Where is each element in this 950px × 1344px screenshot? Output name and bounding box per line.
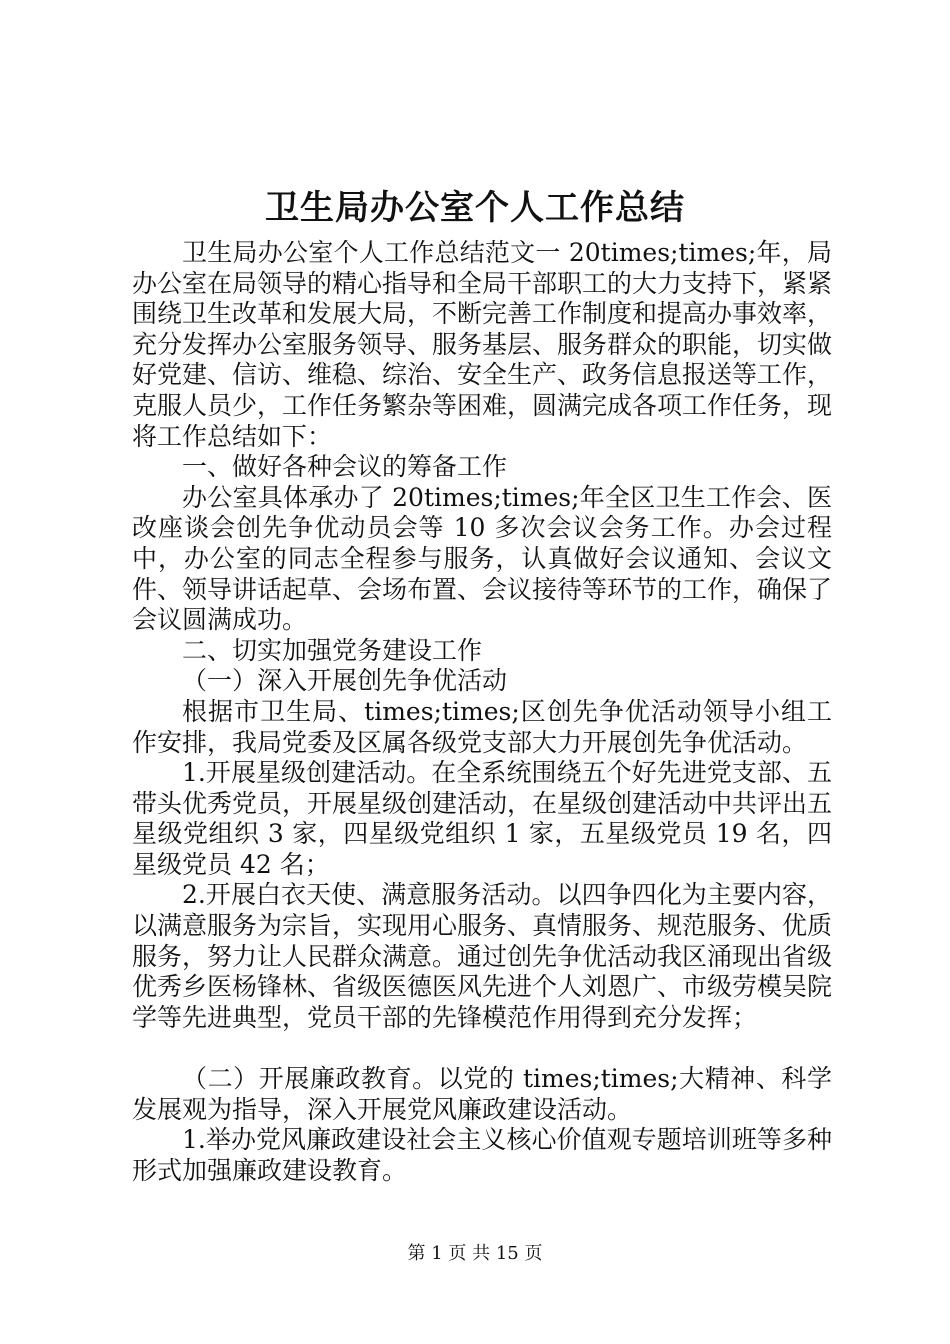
paragraph-angel-service: 2.开展白衣天使、满意服务活动。以四争四化为主要内容，以满意服务为宗旨，实现用心服务、真情服务、规范服务、优质服务，努力让人民群众满意。通过创先争优活动我区涌现出省级优秀乡医杨锋林、省级医德医风先进个人刘恩广、市级劳模吴院学等先进典型，党员干部的先锋模范作用得到充分发挥； [132, 880, 833, 1032]
subsection-heading-1: （一）深入开展创先争优活动 [182, 666, 508, 696]
subsection-heading-2: （二）开展廉政教育。以党的 times;times;大精神、科学发展观为指导，深入开展党风廉政建设活动。 [132, 1064, 832, 1124]
document-title: 卫生局办公室个人工作总结 [265, 188, 685, 228]
paragraph-activity-arrangement: 根据市卫生局、times;times;区创先争优活动领导小组工作安排，我局党委及区属各级党支部大力开展创先争优活动。 [132, 696, 832, 757]
page-footer: 第 1 页 共 15 页 [407, 1243, 543, 1264]
paragraph-meetings: 办公室具体承办了 20times;times;年全区卫生工作会、医改座谈会创先争优动员会等 10 多次会议会务工作。办会过程中，办公室的同志全程参与服务，认真做好会议通知、会议文件、领导讲话起草、会场布置、会议接待等环节的工作，确保了会议圆满成功。 [132, 482, 833, 635]
section-heading-1: 一、做好各种会议的筹备工作 [182, 452, 508, 482]
paragraph-star-rating: 1.开展星级创建活动。在全系统围绕五个好先进党支部、五带头优秀党员，开展星级创建活动，在星级创建活动中共评出五星级党组织 3 家，四星级党组织 1 家，五星级党员 19 名，四星级党员 42 名； [132, 758, 833, 879]
paragraph-intro: 卫生局办公室个人工作总结范文一 20times;times;年，局办公室在局领导的精心指导和全局干部职工的大力支持下，紧紧围绕卫生改革和发展大局，不断完善工作制度和提高办事效率，充分发挥办公室服务领导、服务基层、服务群众的职能，切实做好党建、信访、维稳、综治、安全生产、政务信息报送等工作，克服人员少，工作任务繁杂等困难，圆满完成各项工作任务，现将工作总结如下： [132, 238, 833, 451]
paragraph-training: 1.举办党风廉政建设社会主义核心价值观专题培训班等多种形式加强廉政建设教育。 [132, 1125, 832, 1185]
document-body [132, 238, 832, 1186]
section-heading-2: 二、切实加强党务建设工作 [182, 635, 483, 665]
